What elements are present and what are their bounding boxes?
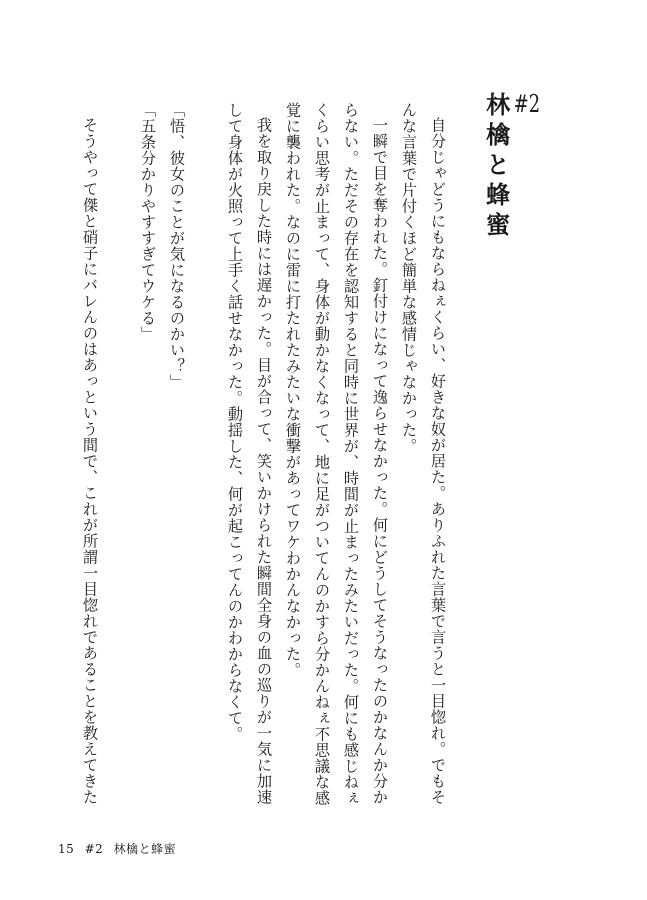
chapter-heading (481, 92, 541, 292)
footer-chapter-title: 林檎と蜂蜜 (113, 842, 177, 856)
body-text (75, 102, 452, 822)
chapter-title: 林檎と蜂蜜 (481, 92, 511, 242)
text-line: らない。ただその存在を認知すると同時に世界が、時間が止まったみたいだった。何にも感じねぇ (342, 102, 360, 806)
blank-line (104, 102, 133, 822)
dialog-line: 「悟、彼女のことが気になるのかい？」 (168, 102, 186, 390)
dialog-line: 「五条分かりやすすぎてウケる」 (139, 102, 157, 342)
blank-line (191, 102, 220, 822)
text-line: んな言葉で片付くほど簡単な感情じゃなかった。 (400, 102, 418, 454)
text-line: 覚に襲われた。なのに雷に打たれたみたいな衝撃があってワケわかんなかった。 (284, 102, 302, 678)
text-line: 一瞬で目を奪われた。釘付けになって逸らせなかった。何にどうしてそうなったのかなんか分か (371, 117, 389, 806)
text-line: くらい思考が止まって、身体が動かなくなって、地に足がついてんのかすら分かんねぇ不思議な感 (313, 102, 331, 806)
chapter-number: #2 (513, 92, 541, 116)
text-line: そうやって傑と硝子にバレんのはあっという間で、これが所謂一目惚れであることを教えてきた (81, 117, 99, 806)
page-number: 15 (58, 842, 75, 856)
text-line: 我を取り戻した時には遅かった。目が合って、笑いかけられた瞬間全身の血の巡りが一気に加速 (255, 117, 273, 806)
text-line: して身体が火照って上手く話せなかった。動揺した、何が起こってんのかわからなくて。 (226, 102, 244, 742)
footer-chapter-number: #2 (84, 842, 104, 856)
text-line: 自分じゃどうにもならねぇくらい、好きな奴が居た。ありふれた言葉で言うと一目惚れ。でもそ (429, 117, 447, 806)
page-footer (58, 840, 182, 857)
